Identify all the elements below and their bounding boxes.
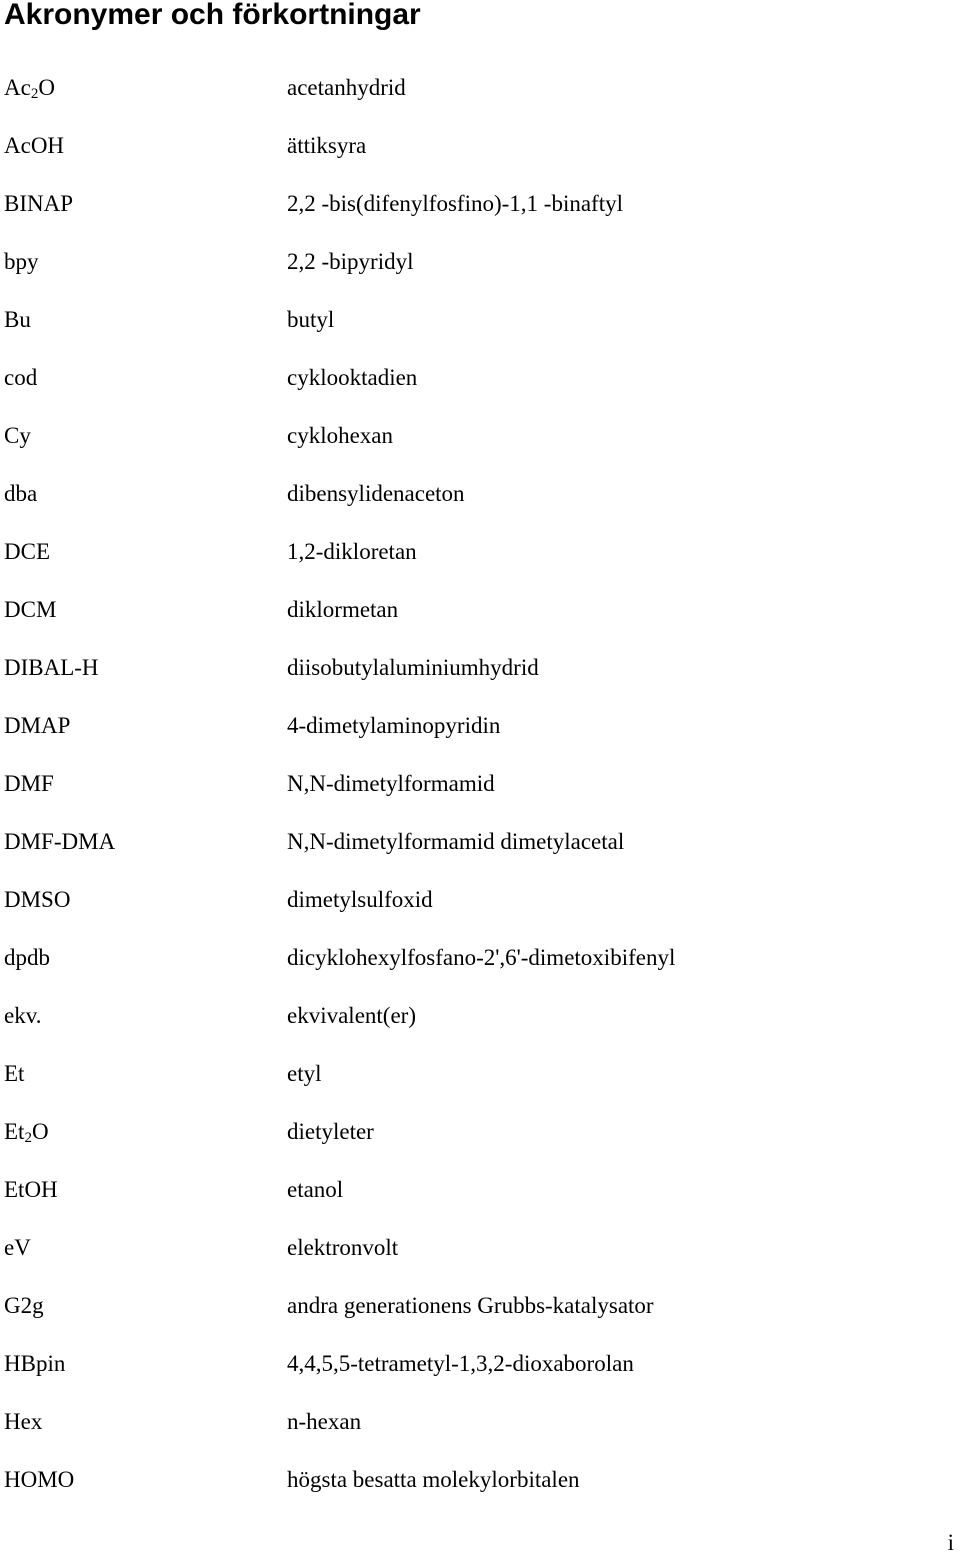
acronym-definition: andra generationens Grubbs-katalysator (287, 1293, 654, 1318)
acronym-definition: n-hexan (287, 1409, 362, 1434)
acronym-row (0, 302, 960, 360)
acronym-row (0, 882, 960, 940)
acronym-row (0, 708, 960, 766)
acronym-definition: diisobutylaluminiumhydrid (287, 655, 539, 680)
acronym-row (0, 766, 960, 824)
acronym-definition: 2,2 -bis(difenylfosfino)-1,1 -binaftyl (287, 191, 623, 216)
page-number: i (947, 1530, 954, 1555)
acronym-term: cod (4, 365, 38, 390)
acronym-term: G2g (4, 1293, 44, 1318)
term-suffix: O (31, 1119, 49, 1144)
acronym-definition: ättiksyra (287, 133, 367, 158)
acronym-row (0, 186, 960, 244)
acronym-definition: dibensylidenaceton (287, 481, 465, 506)
acronym-definition: dicyklohexylfosfano-2',6'-dimetoxibifenyl (287, 945, 676, 970)
acronym-row (0, 476, 960, 534)
acronym-term: HOMO (4, 1467, 75, 1492)
acronym-definition: etyl (287, 1061, 322, 1086)
acronym-term: DMSO (4, 887, 71, 912)
acronym-term: eV (4, 1235, 31, 1260)
acronym-row (0, 128, 960, 186)
acronym-row (0, 592, 960, 650)
acronym-term: DMF-DMA (4, 829, 116, 854)
acronym-term (4, 70, 55, 106)
acronym-row (0, 1172, 960, 1230)
acronym-definition: elektronvolt (287, 1235, 399, 1260)
acronym-row (0, 70, 960, 128)
acronym-definition: N,N-dimetylformamid dimetylacetal (287, 829, 625, 854)
term-subscript: 2 (24, 1130, 32, 1146)
acronym-row (0, 998, 960, 1056)
acronym-definition: dimetylsulfoxid (287, 887, 433, 912)
acronym-term: dpdb (4, 945, 50, 970)
acronym-definition: 4,4,5,5-tetrametyl-1,3,2-dioxaborolan (287, 1351, 634, 1376)
acronym-definition: högsta besatta molekylorbitalen (287, 1467, 580, 1492)
acronym-definition: diklormetan (287, 597, 399, 622)
acronym-definition: 2,2 -bipyridyl (287, 249, 414, 274)
term-base: Et (4, 1119, 25, 1144)
term-subscript: 2 (30, 86, 39, 102)
acronym-definition: acetanhydrid (287, 75, 406, 100)
acronym-definition: butyl (287, 307, 335, 332)
acronym-term: ekv. (4, 1003, 42, 1028)
acronym-definition: cyklohexan (287, 423, 394, 448)
term-base: Ac (4, 75, 31, 100)
acronym-term: DCM (4, 597, 57, 622)
acronym-term: HBpin (4, 1351, 66, 1376)
acronym-row (0, 360, 960, 418)
acronym-definition: 1,2-dikloretan (287, 539, 417, 564)
acronym-term: Et (4, 1061, 25, 1086)
acronym-row (0, 1462, 960, 1520)
page-title: Akronymer och förkortningar (4, 0, 421, 31)
acronym-term: DMF (4, 771, 54, 796)
acronym-row (0, 1230, 960, 1288)
acronym-term: dba (4, 481, 38, 506)
acronym-row (0, 1346, 960, 1404)
term-suffix: O (38, 75, 55, 100)
acronym-definition: 4-dimetylaminopyridin (287, 713, 501, 738)
acronym-term: DCE (4, 539, 50, 564)
acronym-term: Cy (4, 423, 31, 448)
acronym-row (0, 940, 960, 998)
acronym-term: BINAP (4, 191, 74, 216)
acronym-row (0, 418, 960, 476)
acronym-row (0, 824, 960, 882)
acronym-row (0, 1288, 960, 1346)
acronym-row (0, 244, 960, 302)
acronym-term: Hex (4, 1409, 43, 1434)
acronym-definition: dietyleter (287, 1119, 374, 1144)
acronym-row (0, 1056, 960, 1114)
acronym-term: bpy (4, 249, 39, 274)
acronym-definition: N,N-dimetylformamid (287, 771, 495, 796)
acronym-row (0, 1114, 960, 1172)
acronym-definition: ekvivalent(er) (287, 1003, 416, 1028)
acronym-row (0, 650, 960, 708)
acronym-definition: cyklooktadien (287, 365, 418, 390)
acronym-list (0, 70, 960, 1520)
acronym-term: Bu (4, 307, 31, 332)
acronym-row (0, 534, 960, 592)
acronym-definition: etanol (287, 1177, 344, 1202)
acronym-term (4, 1114, 49, 1150)
acronym-term: AcOH (4, 133, 65, 158)
acronym-term: EtOH (4, 1177, 58, 1202)
acronym-term: DIBAL-H (4, 655, 99, 680)
acronym-term: DMAP (4, 713, 71, 738)
acronym-row (0, 1404, 960, 1462)
